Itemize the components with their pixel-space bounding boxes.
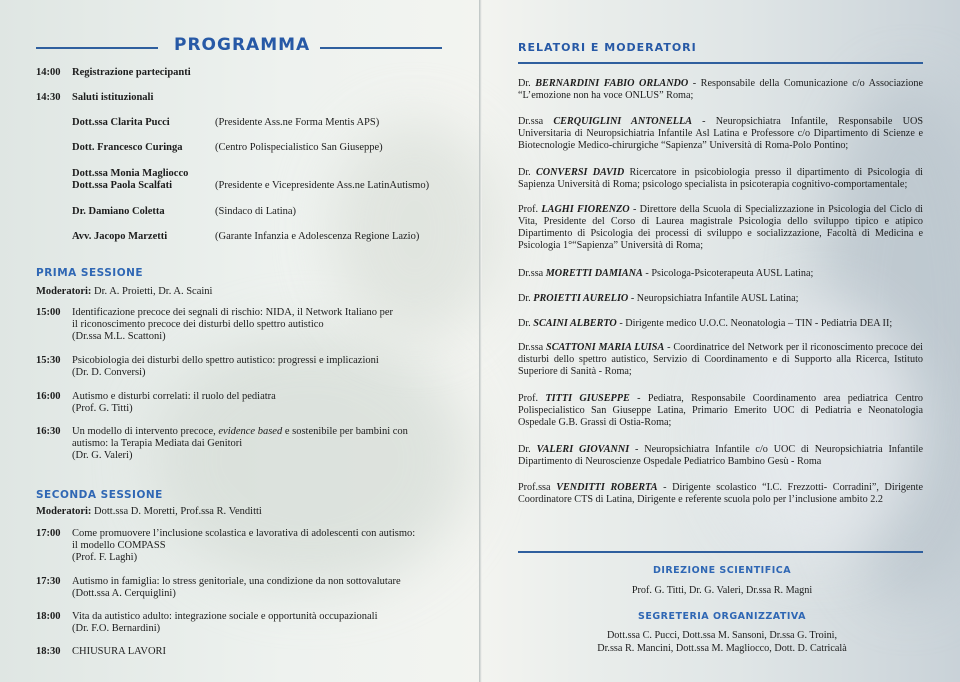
speaker-title: Dr. — [518, 293, 534, 304]
secretary-names: Dott.ssa C. Pucci, Dott.ssa M. Sansoni, Dr.ssa G. Troini, — [606, 630, 838, 641]
speaker-name: CERQUIGLINI ANTONELLA — [553, 116, 692, 127]
speaker-bio — [518, 204, 923, 252]
speaker-name: CONVERSI DAVID — [535, 167, 625, 178]
talk-title-part: Un modello di intervento precoce, — [72, 426, 219, 437]
talk-title: Identificazione precoce dei segnali di rischio: NIDA, il Network Italiano per — [72, 307, 394, 318]
time-label: 15:30 — [36, 355, 61, 366]
speaker-bio — [518, 167, 923, 191]
speaker-bio — [518, 78, 923, 102]
speaker-bio — [518, 318, 923, 330]
speaker-desc: Ricercatore in psicobiologia presso il dipartimento di Psicologia di Sapienza Università di Roma; psicologo specialista in psicoterapia cognitivo-comportamentale; — [518, 167, 923, 190]
time-label: 14:30 — [36, 92, 61, 103]
speaker-bio — [518, 116, 923, 152]
moderators-label: Moderatori: — [36, 506, 92, 517]
talk-title: Come promuovere l’inclusione scolastica e lavorativa di adolescenti con autismo: — [72, 528, 416, 539]
speaker-title: Dr.ssa — [518, 268, 546, 279]
talk-title: il modello COMPASS — [72, 540, 166, 551]
speaker-title: Dr. — [518, 167, 536, 178]
speaker-title: Dr. — [518, 444, 537, 455]
section-rule — [518, 62, 923, 64]
session-title: SECONDA SESSIONE — [36, 489, 163, 501]
time-label: 18:00 — [36, 611, 61, 622]
speaker-name: VENDITTI ROBERTA — [556, 482, 658, 493]
talk-speaker: (Dr.ssa M.L. Scattoni) — [72, 331, 166, 342]
relatori-panel — [482, 0, 960, 682]
title-rule-right — [320, 47, 442, 49]
speaker-name: SCAINI ALBERTO — [533, 318, 617, 329]
greeting-role: (Garante Infanzia e Adolescenza Regione Lazio) — [215, 231, 420, 242]
greeting-name: Dott.ssa Monia Magliocco — [72, 168, 189, 179]
talk-speaker: (Dott.ssa A. Cerquiglini) — [72, 588, 176, 599]
greeting-role: (Sindaco di Latina) — [215, 206, 297, 217]
speaker-bio — [518, 268, 923, 280]
time-label: 17:00 — [36, 528, 61, 539]
moderators-names: Dr. A. Proietti, Dr. A. Scaini — [94, 286, 213, 297]
talk-title-part: e sostenibile per bambini con — [282, 426, 408, 437]
greeting-name: Avv. Jacopo Marzetti — [72, 231, 168, 242]
greeting-name: Dr. Damiano Coletta — [72, 206, 165, 217]
time-label: 15:00 — [36, 307, 61, 318]
speaker-bio — [518, 393, 923, 429]
time-label: 16:30 — [36, 426, 61, 437]
speaker-desc: - Dirigente medico U.O.C. Neonatologia – TIN - Pediatria DEA II; — [616, 318, 893, 329]
moderators-label: Moderatori: — [36, 286, 92, 297]
speaker-bio — [518, 293, 923, 305]
talk-title: il riconoscimento precoce dei disturbi dello spettro autistico — [72, 319, 324, 330]
speaker-desc: - Coordinatrice del Network per il riconoscimento precoce dei disturbi dello spettro autistico, Servizio di Coordinamento e di Supporto alla Ricerca, Istituto Superiore di Sanità - Roma; — [518, 342, 924, 377]
speaker-desc: - Neuropsichiatra Infantile, Responsabile UOS Universitaria di Neuropsichiatria Infantile Asl Latina e Professore c/o Dipartimento di Scienze e Biotecnologie Medico-chirurgiche “Sapienza” Università di Roma-Polo Pontino; — [518, 116, 923, 151]
speaker-title: Prof.ssa — [518, 482, 557, 493]
speaker-desc: - Psicologa-Psicoterapeuta AUSL Latina; — [642, 268, 814, 279]
speaker-desc: - Responsabile della Comunicazione c/o Associazione “L’emozione non ha voce ONLUS” Roma; — [518, 78, 923, 101]
title-rule-left — [36, 47, 158, 49]
speaker-title: Dr.ssa — [518, 116, 554, 127]
talk-title: Psicobiologia dei disturbi dello spettro autistico: progressi e implicazioni — [72, 355, 379, 366]
closing-label: CHIUSURA LAVORI — [72, 646, 167, 657]
session-title: PRIMA SESSIONE — [36, 267, 144, 279]
greeting-name: Dott. Francesco Curinga — [72, 142, 183, 153]
speaker-bio — [518, 482, 923, 506]
section-title: RELATORI E MODERATORI — [518, 41, 697, 54]
speaker-name: MORETTI DAMIANA — [545, 268, 643, 279]
speaker-desc: - Pediatra, Responsabile Coordinamento area pediatrica Centro Polispecialistico San Giuseppe Latina, Primario Emerito UOC di Pediatria e Neonatologia Ospedale G.B. Grassi di Ostia-Roma; — [518, 393, 923, 428]
talk-speaker: (Dr. D. Conversi) — [72, 367, 146, 378]
talk-speaker: (Dr. F.O. Bernardini) — [72, 623, 161, 634]
speaker-name: VALERI GIOVANNI — [536, 444, 630, 455]
direction-names: Prof. G. Titti, Dr. G. Valeri, Dr.ssa R. Magni — [631, 585, 813, 596]
direction-title: DIREZIONE SCIENTIFICA — [652, 565, 792, 576]
speaker-name: LAGHI FIORENZO — [541, 204, 630, 215]
speaker-title: Prof. — [518, 204, 542, 215]
talk-title: Vita da autistico adulto: integrazione sociale e opportunità occupazionali — [72, 611, 378, 622]
moderators-line — [36, 506, 262, 518]
speaker-desc: - Neuropsichiatra Infantile c/o UOC di Neuropsichiatria Infantile Dipartimento di Neuroscienze Ospedale Pediatrico Bambino Gesù - Roma — [518, 444, 923, 467]
time-label: 16:00 — [36, 391, 61, 402]
greeting-role: (Centro Polispecialistico San Giuseppe) — [215, 142, 383, 153]
speaker-bio — [518, 444, 923, 468]
speaker-title: Dr. — [518, 78, 536, 89]
time-label: 17:30 — [36, 576, 61, 587]
speaker-name: TITTI GIUSEPPE — [545, 393, 630, 404]
speaker-title: Dr.ssa — [518, 342, 547, 353]
speaker-bio — [518, 342, 923, 378]
speaker-desc: - Direttore della Scuola di Specializzazione in Psicologia del Ciclo di Vita, Presidente del Corso di Laurea magistrale Psicologia dello sviluppo tipico e atipico Dipartimento di Psicologia dei processi di sviluppo e socializzazione, Facoltà di Medicina e Psicologia 1°“Sapienza” Università di Roma; — [518, 204, 923, 251]
greeting-name: Dott.ssa Clarita Pucci — [72, 117, 170, 128]
time-label: 14:00 — [36, 67, 61, 78]
greeting-role: (Presidente Ass.ne Forma Mentis APS) — [215, 117, 380, 128]
speaker-desc: - Dirigente scolastico “I.C. Frezzotti- Corradini”, Dirigente Coordinatore CTS di Latina, Dirigente e referente scuola polo per l’inclusione ambito 2.2 — [518, 482, 923, 505]
speaker-title: Prof. — [518, 393, 546, 404]
talk-title-emphasis: evidence based — [218, 426, 283, 437]
talk-title: Autismo e disturbi correlati: il ruolo del pediatra — [72, 391, 276, 402]
speaker-name: SCATTONI MARIA LUISA — [546, 342, 665, 353]
footer-rule — [518, 551, 923, 553]
agenda-item: Registrazione partecipanti — [72, 67, 191, 78]
moderators-line — [36, 286, 212, 298]
time-label: 18:30 — [36, 646, 61, 657]
greeting-name: Dott.ssa Paola Scalfati — [72, 180, 173, 191]
moderators-names: Dott.ssa D. Moretti, Prof.ssa R. Venditti — [94, 506, 262, 517]
speaker-name: PROIETTI AURELIO — [533, 293, 629, 304]
talk-title — [72, 426, 408, 438]
programma-panel — [0, 0, 479, 682]
greeting-role: (Presidente e Vicepresidente Ass.ne LatinAutismo) — [215, 180, 430, 191]
speaker-desc: - Neuropsichiatra Infantile AUSL Latina; — [628, 293, 799, 304]
talk-title: autismo: la Terapia Mediata dai Genitori — [72, 438, 243, 449]
talk-speaker: (Prof. G. Titti) — [72, 403, 133, 414]
secretary-names: Dr.ssa R. Mancini, Dott.ssa M. Magliocco, Dott. D. Catricalà — [597, 643, 847, 654]
talk-title: Autismo in famiglia: lo stress genitoriale, una condizione da non sottovalutare — [72, 576, 401, 587]
speaker-name: BERNARDINI FABIO ORLANDO — [535, 78, 689, 89]
page-title: PROGRAMMA — [174, 35, 311, 55]
secretary-title: SEGRETERIA ORGANIZZATIVA — [638, 611, 806, 622]
speaker-title: Dr. — [518, 318, 534, 329]
talk-speaker: (Prof. F. Laghi) — [72, 552, 138, 563]
talk-speaker: (Dr. G. Valeri) — [72, 450, 133, 461]
agenda-item: Saluti istituzionali — [72, 92, 154, 103]
